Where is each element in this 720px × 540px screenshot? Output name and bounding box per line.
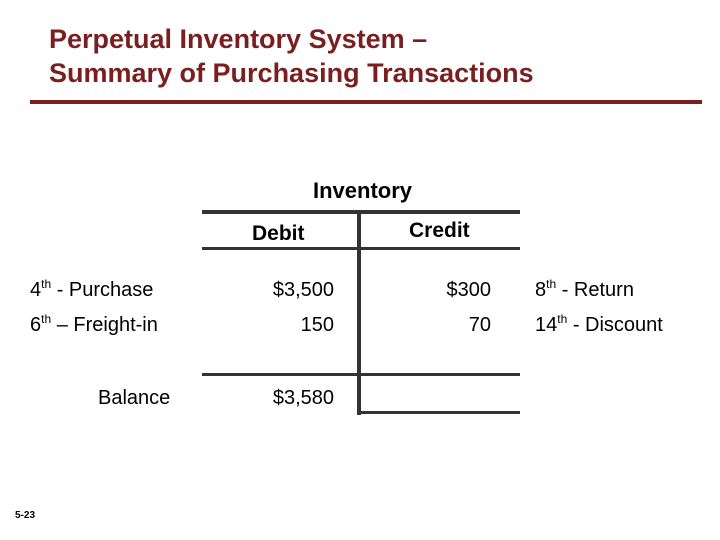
account-name: Inventory — [312, 178, 413, 203]
title-line-2: Summary of Purchasing Transactions — [49, 58, 534, 88]
balance-label: Balance — [98, 387, 171, 409]
t-account-header-rule — [202, 247, 520, 250]
slide-number: 5-23 — [15, 510, 36, 521]
debit-amount: $3,500 — [272, 279, 334, 301]
credit-header: Credit — [409, 219, 470, 242]
page-title — [49, 22, 534, 90]
debit-entry-description: 6th – Freight-in — [30, 312, 158, 336]
title-line-1: Perpetual Inventory System – — [49, 24, 428, 54]
t-account-bottom-rule — [357, 411, 520, 414]
debit-entry-description: 4th - Purchase — [30, 277, 154, 301]
t-account-balance-rule — [202, 373, 520, 376]
credit-entry-description: 8th - Return — [535, 277, 634, 301]
credit-entry-description: 14th - Discount — [535, 312, 663, 336]
t-account-vertical-rule — [357, 210, 361, 415]
debit-amount: 150 — [300, 314, 334, 336]
debit-header: Debit — [252, 222, 305, 245]
balance-amount: $3,580 — [272, 387, 334, 409]
credit-amount: $300 — [446, 279, 491, 301]
title-underline — [30, 100, 702, 104]
t-account-top-rule — [202, 210, 520, 214]
credit-amount: 70 — [468, 314, 491, 336]
